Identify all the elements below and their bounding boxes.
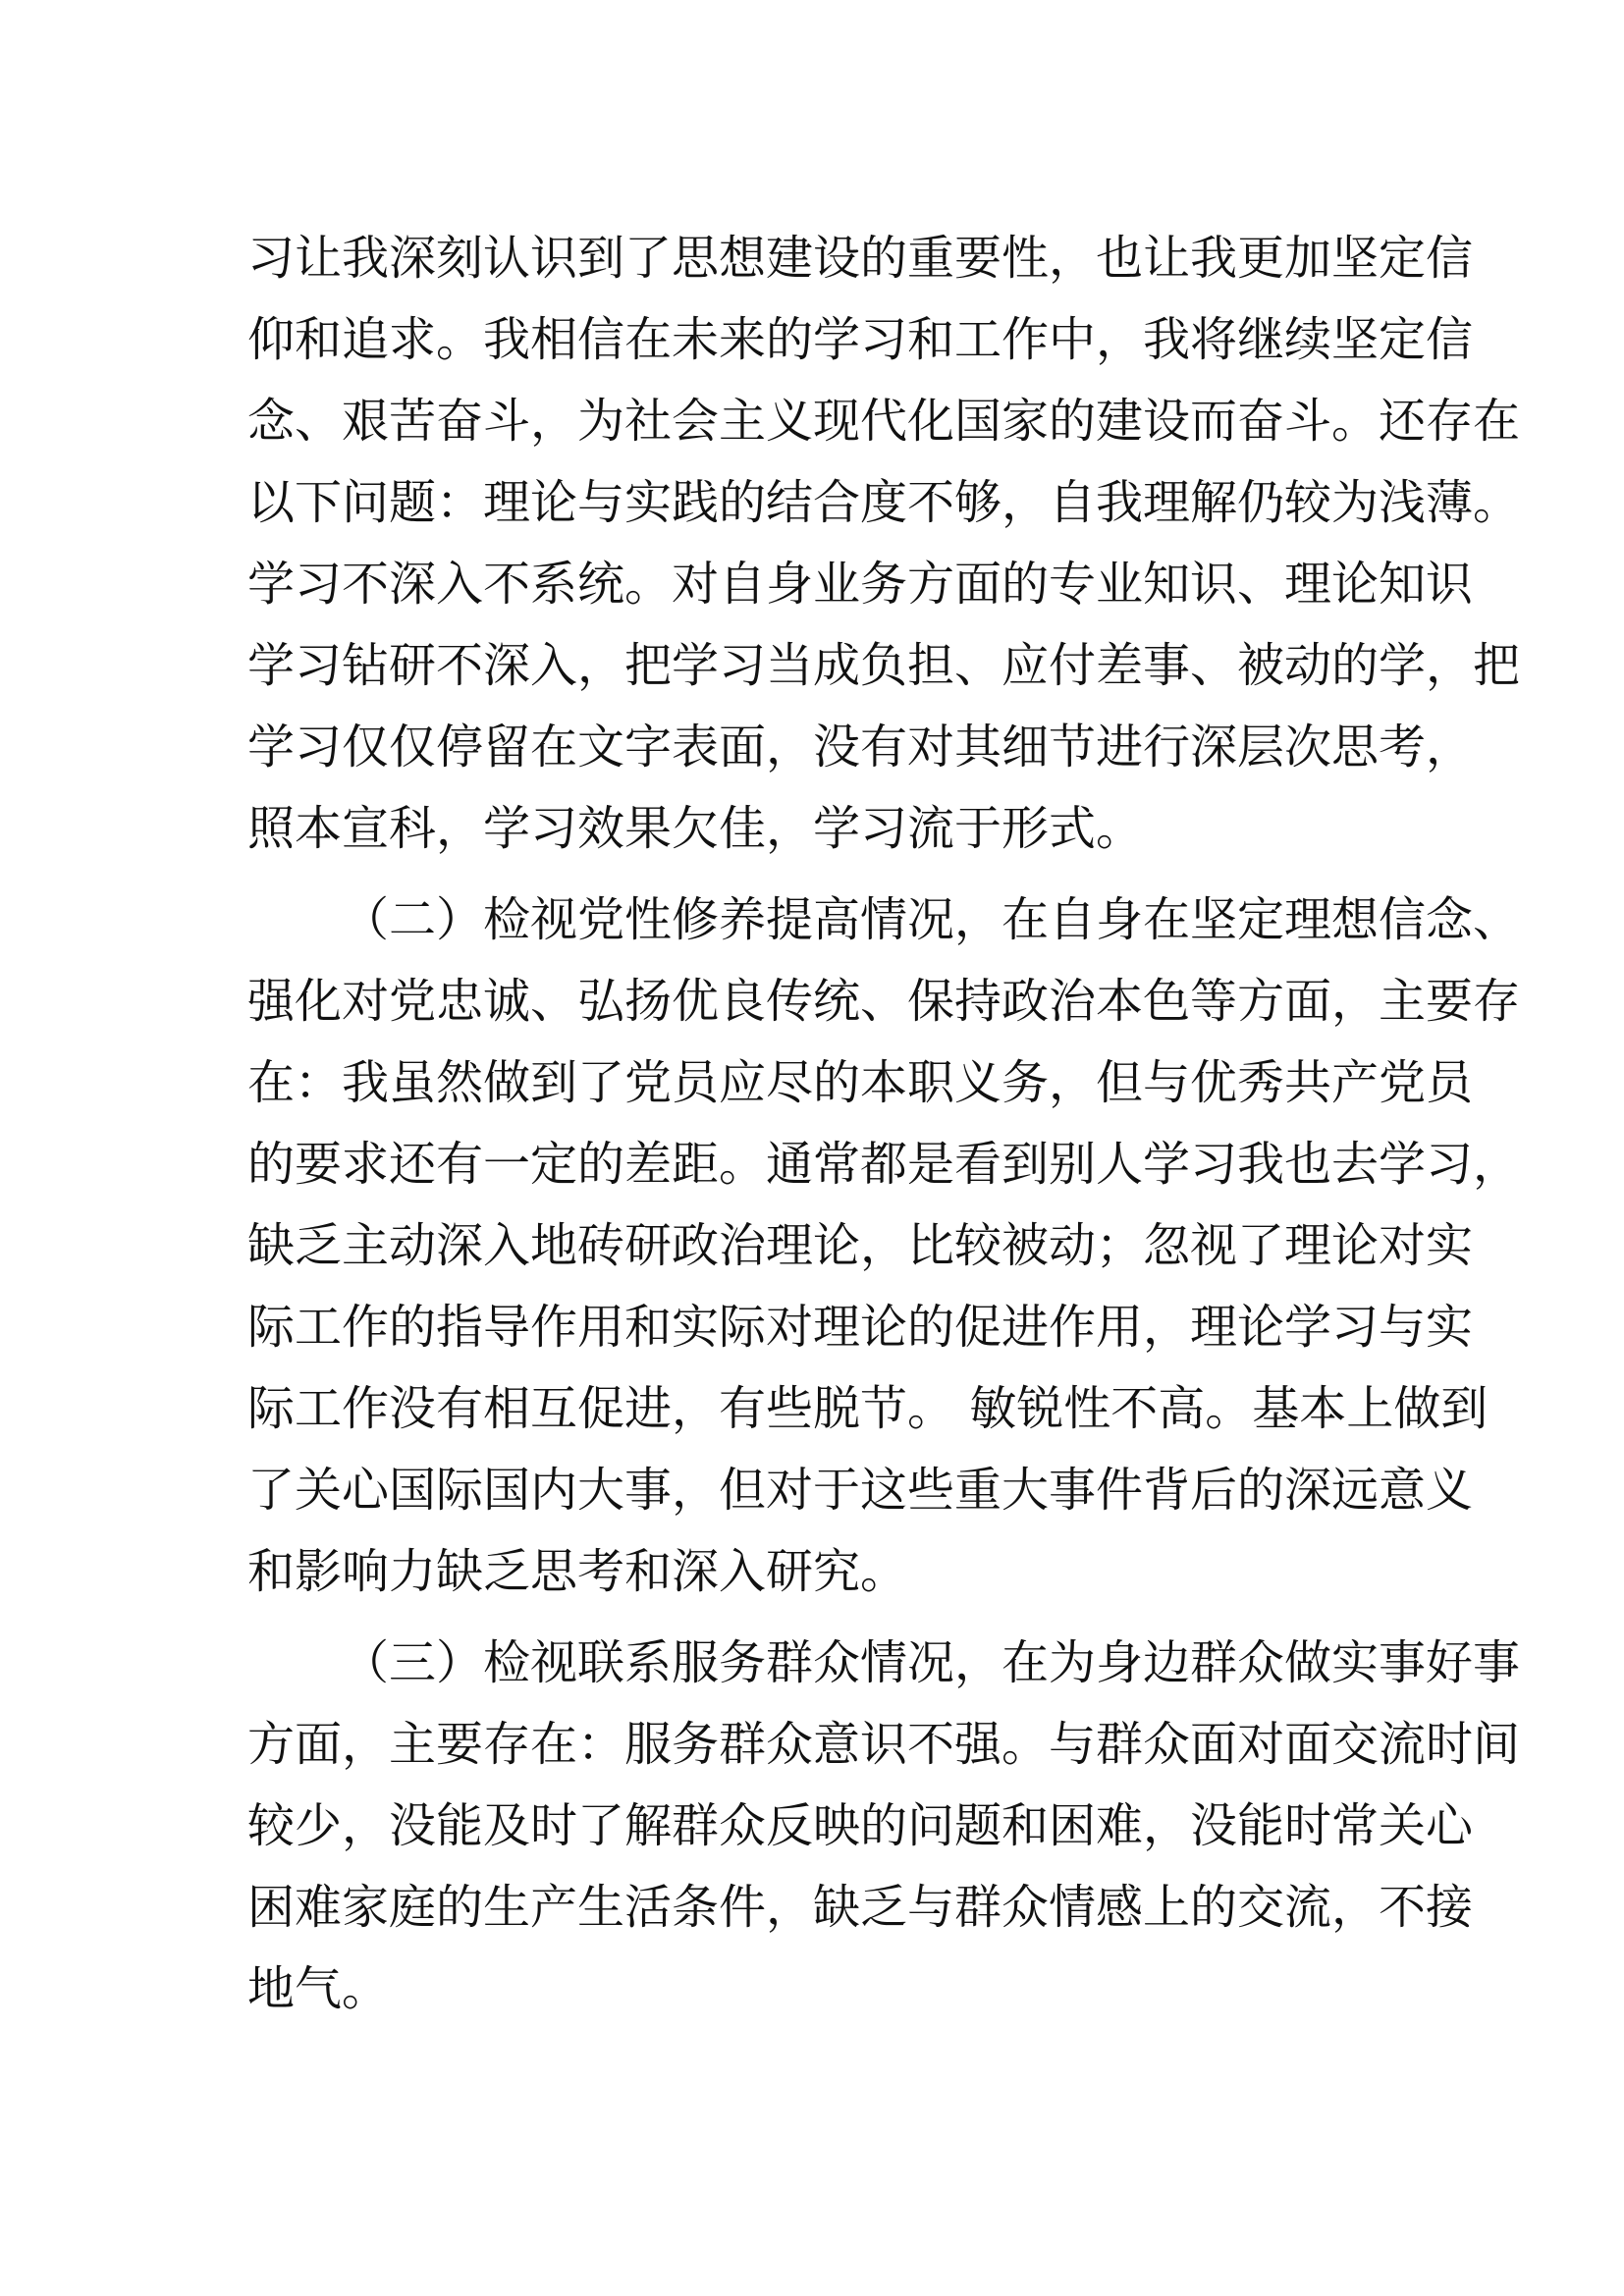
document-body: [247, 218, 1521, 2030]
paragraph-2: [247, 880, 1521, 1613]
text-line: 缺乏主动深入地砖研政治理论，比较被动；忽视了理论对实: [247, 1218, 1474, 1273]
text-line: 的要求还有一定的差距。通常都是看到别人学习我也去学习，: [247, 1137, 1521, 1192]
text-line: 在：我虽然做到了党员应尽的本职义务，但与优秀共产党员: [247, 1055, 1474, 1110]
text-line: 地气。: [247, 1961, 390, 2016]
text-line: 了关心国际国内大事，但对于这些重大事件背后的深远意义: [247, 1463, 1474, 1518]
text-line: 际工作的指导作用和实际对理论的促进作用，理论学习与实: [247, 1300, 1474, 1355]
text-line: 学习仅仅停留在文字表面，没有对其细节进行深层次思考，: [247, 720, 1474, 774]
text-line: 照本宣科，学习效果欠佳，学习流于形式。: [247, 801, 1144, 856]
text-line: 学习不深入不系统。对自身业务方面的专业知识、理论知识: [247, 557, 1474, 612]
text-line: 以下问题：理论与实践的结合度不够，自我理解仍较为浅薄。: [247, 475, 1521, 530]
text-line: 学习钻研不深入，把学习当成负担、应付差事、被动的学，把: [247, 638, 1521, 693]
paragraph-gap: [247, 1613, 1396, 1623]
text-line: 方面，主要存在：服务群众意识不强。与群众面对面交流时间: [247, 1717, 1521, 1772]
text-line: 和影响力缺乏思考和深入研究。: [247, 1544, 908, 1599]
text-line: 仰和追求。我相信在未来的学习和工作中，我将继续坚定信: [247, 312, 1474, 367]
text-line: （二）检视党性修养提高情况，在自身在坚定理想信念、: [342, 892, 1521, 947]
paragraph-1: [247, 218, 1521, 870]
paragraph-gap: [247, 870, 1396, 880]
text-line: 际工作没有相互促进，有些脱节。 敏锐性不高。基本上做到: [247, 1381, 1489, 1436]
text-line: （三）检视联系服务群众情况，在为身边群众做实事好事: [342, 1635, 1521, 1690]
paragraph-3: [247, 1623, 1521, 2030]
text-line: 困难家庭的生产生活条件，缺乏与群众情感上的交流，不接: [247, 1880, 1474, 1935]
text-line: 念、艰苦奋斗，为社会主义现代化国家的建设而奋斗。还存在: [247, 394, 1521, 449]
text-line: 习让我深刻认识到了思想建设的重要性，也让我更加坚定信: [247, 231, 1474, 286]
text-line: 强化对党忠诚、弘扬优良传统、保持政治本色等方面，主要存: [247, 974, 1521, 1029]
text-line: 较少，没能及时了解群众反映的问题和困难，没能时常关心: [247, 1798, 1474, 1853]
